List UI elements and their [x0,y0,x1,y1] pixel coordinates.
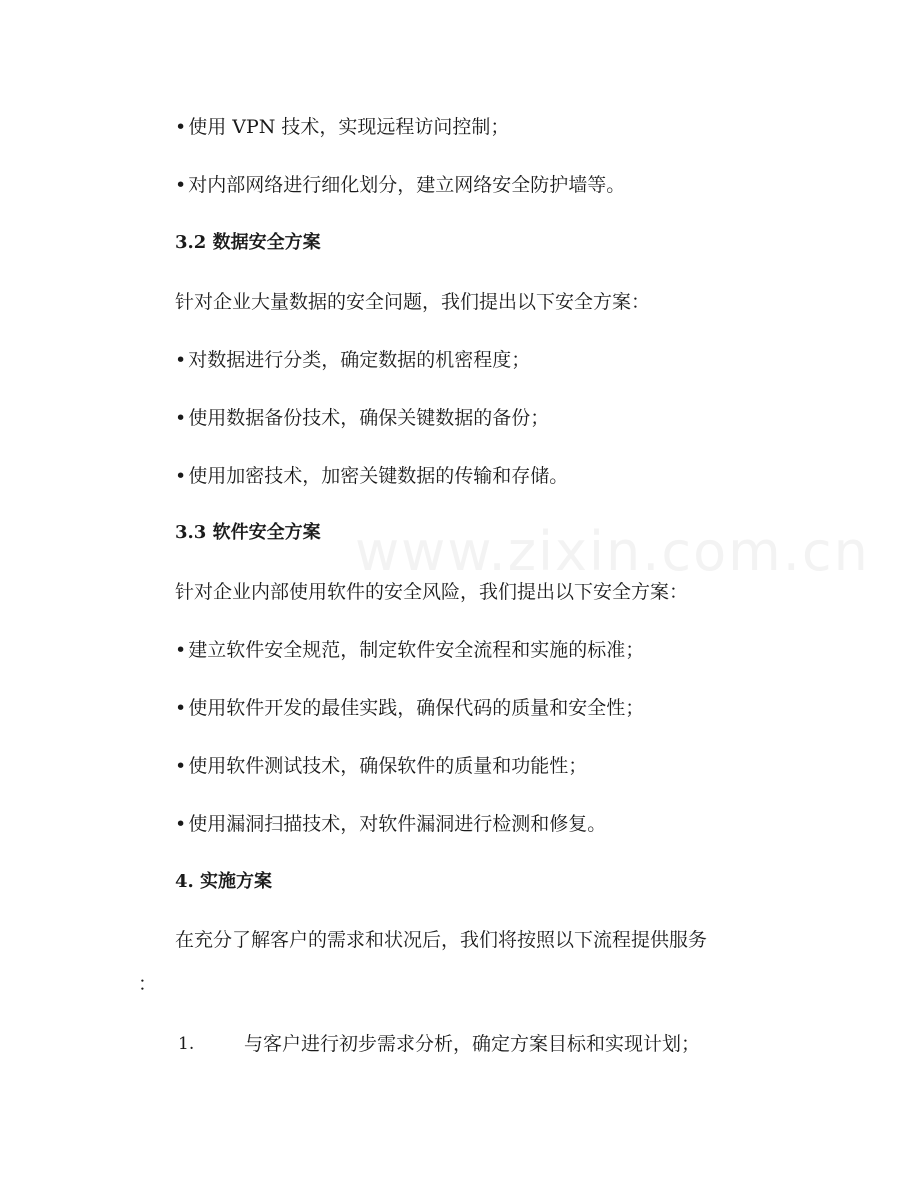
bullet-item [175,113,509,141]
bullet-icon: • [175,755,187,777]
section-intro: 针对企业内部使用软件的安全风险，我们提出以下安全方案： [175,581,689,603]
bullet-item [175,462,568,490]
bullet-item [175,171,625,199]
section-intro: 针对企业大量数据的安全问题，我们提出以下安全方案： [175,291,651,313]
bullet-item [175,346,530,374]
bullet-text: 使用软件开发的最佳实践，确保代码的质量和安全性； [188,697,645,719]
bullet-icon: • [175,349,187,371]
bullet-item [175,752,587,780]
bullet-icon: • [175,639,187,661]
bullet-icon: • [175,697,187,719]
section-heading-3-3: 3.3 软件安全方案 [175,522,321,543]
section-intro: 在充分了解客户的需求和状况后，我们将按照以下流程提供服务 [175,929,708,951]
bullet-icon: • [175,174,187,196]
watermark: www.zixin.com.cn [355,520,870,583]
bullet-icon: • [175,465,187,487]
bullet-text: 使用软件测试技术，确保软件的质量和功能性； [188,755,588,777]
bullet-text: 对内部网络进行细化划分，建立网络安全防护墙等。 [188,174,626,196]
bullet-text: 使用加密技术，加密关键数据的传输和存储。 [188,465,569,487]
bullet-item [175,404,549,432]
step-number: 1. [178,1034,195,1054]
bullet-icon: • [175,813,187,835]
bullet-text: 对数据进行分类，确定数据的机密程度； [188,349,531,371]
bullet-text: 使用漏洞扫描技术，对软件漏洞进行检测和修复。 [188,813,607,835]
section-heading-3-2: 3.2 数据安全方案 [175,232,321,253]
step-text: 与客户进行初步需求分析，确定方案目标和实现计划； [244,1033,701,1055]
bullet-text: 使用 VPN 技术，实现远程访问控制； [188,116,510,138]
intro-wrapped-colon: ： [138,973,158,995]
bullet-item [175,694,644,722]
section-heading-4: 4. 实施方案 [175,871,273,892]
bullet-item [175,810,606,838]
bullet-icon: • [175,407,187,429]
bullet-item [175,636,644,664]
bullet-text: 建立软件安全规范，制定软件安全流程和实施的标准； [188,639,645,661]
bullet-icon: • [175,116,187,138]
bullet-text: 使用数据备份技术，确保关键数据的备份； [188,407,550,429]
